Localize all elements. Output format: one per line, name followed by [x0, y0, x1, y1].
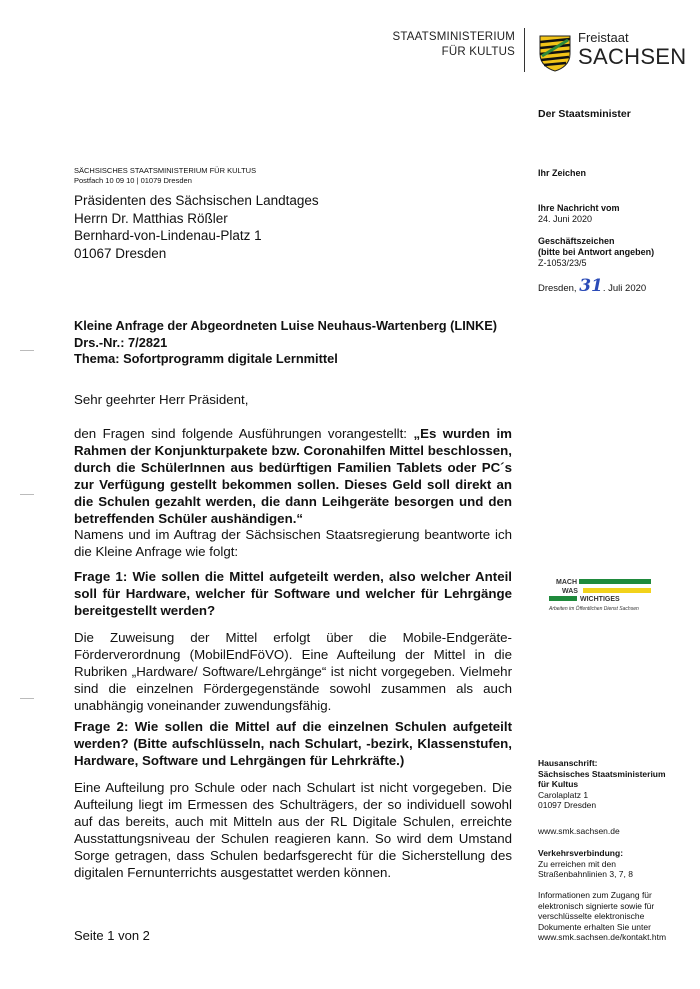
- header-divider: [524, 28, 525, 72]
- address-city: 01097 Dresden: [538, 800, 597, 810]
- address-label: Hausanschrift:: [538, 758, 598, 768]
- info-line: verschlüsselte elektronische: [538, 911, 645, 921]
- answer-2: Eine Aufteilung pro Schule oder nach Schulart ist nicht vorgegeben. Die Aufteilung liegt im Ermessen des Schulträgers, der so individuell sowohl auf das bereits, auch mit Mitteln aus der RL Digitale Schulen, erreichte Ausstattungsniveau der Schulen reagieren kann. So wird dem Umstand Sorge getragen, dass Schulen bedarfsgerecht für die Sicherstellung des digitalen Fernunterrichts ausgestattet werden können.: [74, 780, 512, 880]
- nachricht-value: 24. Juni 2020: [538, 214, 593, 224]
- minister-title: Der Staatsminister: [538, 108, 631, 120]
- sender-line: [74, 166, 314, 185]
- page-number: Seite 1 von 2: [74, 928, 150, 943]
- mww-green-bar: [579, 579, 651, 584]
- address-org-1: Sächsisches Staatsministerium: [538, 768, 666, 779]
- mww-line-3: WICHTIGES: [580, 596, 620, 603]
- ministry-line-2: FÜR KULTUS: [441, 46, 515, 58]
- question-1: Frage 1: Wie sollen die Mittel aufgeteilt werden, also welcher Anteil soll für Hardware, welcher für Software und welcher für Lehrgänge bereitgestellt werden?: [74, 569, 512, 618]
- address-street: Carolaplatz 1: [538, 789, 589, 800]
- gz-label-1: Geschäftszeichen: [538, 236, 615, 246]
- info-line: elektronisch signierte sowie für: [538, 900, 655, 911]
- contact-link[interactable]: www.smk.sachsen.de/kontakt.htm: [538, 932, 667, 942]
- date-day-handwritten: 31: [579, 276, 603, 296]
- subject-line: Kleine Anfrage der Abgeordneten Luise Neuhaus-Wartenberg (LINKE): [74, 318, 498, 333]
- nachricht-block: [538, 203, 688, 225]
- ministry-line-1: STAATSMINISTERIUM: [392, 31, 515, 43]
- subject-line: Drs.-Nr.: 7/2821: [74, 334, 168, 350]
- subject-line: Thema: Sofortprogramm digitale Lernmittel: [74, 351, 338, 366]
- gz-value: Z-1053/23/5: [538, 258, 587, 268]
- fold-mark: [20, 350, 34, 351]
- mww-line-2: WAS: [562, 588, 578, 595]
- transport-line-1: Zu erreichen mit den: [538, 858, 616, 869]
- recipient-line: 01067 Dresden: [74, 245, 167, 261]
- recipient-line: Herrn Dr. Matthias Rößler: [74, 210, 228, 226]
- date-suffix: . Juli 2020: [602, 283, 647, 294]
- electronic-info: [538, 890, 688, 943]
- recipient-line: Präsidenten des Sächsischen Landtages: [74, 193, 319, 208]
- state-name: SACHSEN: [578, 44, 687, 69]
- nachricht-label: Ihre Nachricht vom: [538, 203, 620, 213]
- intro-paragraph: [74, 425, 512, 527]
- transport-line-2: Straßenbahnlinien 3, 7, 8: [538, 869, 633, 879]
- date-line: [538, 276, 646, 296]
- question-2: Frage 2: Wie sollen die Mittel auf die einzelnen Schulen aufgeteilt werden? (Bitte aufschlüsseln, nach Schulart, -bezirk, Klassenstufen, Hardware, Software und Lehrgängen für Lehrkräfte.): [74, 719, 512, 768]
- mach-was-wichtiges-logo-icon: [546, 576, 656, 616]
- mww-green-bar-2: [549, 596, 577, 601]
- ministry-name: [380, 30, 515, 60]
- transport-block: [538, 848, 688, 880]
- mww-yellow-bar: [583, 588, 651, 593]
- state-label: Freistaat: [578, 30, 629, 45]
- subject-block: [74, 318, 524, 368]
- mww-tagline: Arbeiten im Öffentlichen Dienst Sachsen: [549, 606, 639, 612]
- fold-mark: [20, 494, 34, 495]
- answer-intro: Namens und im Auftrag der Sächsischen Staatsregierung beantworte ich die Kleine Anfrage wie folgt:: [74, 527, 512, 559]
- transport-label: Verkehrsverbindung:: [538, 848, 624, 858]
- sender-line-2: Postfach 10 09 10 | 01079 Dresden: [74, 175, 192, 185]
- sender-line-1: SÄCHSISCHES STAATSMINISTERIUM FÜR KULTUS: [74, 166, 257, 175]
- salutation: Sehr geehrter Herr Präsident,: [74, 392, 249, 407]
- address-org-2: für Kultus: [538, 779, 579, 789]
- date-prefix: Dresden,: [538, 283, 577, 294]
- postal-address: [538, 758, 688, 811]
- mww-line-1: MACH: [556, 579, 577, 586]
- gz-label-2: (bitte bei Antwort angeben): [538, 247, 655, 257]
- website-link[interactable]: www.smk.sachsen.de: [538, 826, 620, 836]
- fold-mark: [20, 698, 34, 699]
- intro-quote: „Es wurden im Rahmen der Konjunkturpakete bzw. Coronahilfen Mittel beschlossen, durch die SchülerInnen aus bedürftigen Familien Tablets oder PC´s zur Verfügung gestellt bekommen sollen. Dieses Geld soll direkt an die Schulen gezahlt werden, die dann Leihgeräte besorgen und den betreffenden Schüler aushändigen.“: [74, 426, 512, 526]
- saxony-crest-icon: [538, 34, 572, 72]
- ihr-zeichen-label: Ihr Zeichen: [538, 168, 587, 178]
- recipient-address: [74, 192, 374, 262]
- info-line: Informationen zum Zugang für: [538, 890, 652, 900]
- intro-plain: den Fragen sind folgende Ausführungen vorangestellt:: [74, 426, 414, 441]
- info-line: Dokumente erhalten Sie unter: [538, 921, 651, 932]
- geschaeftszeichen-block: [538, 236, 688, 269]
- recipient-line: Bernhard-von-Lindenau-Platz 1: [74, 228, 262, 243]
- answer-1: Die Zuweisung der Mittel erfolgt über die Mobile-Endgeräte-Förderverordnung (MobilEndFöVO). Eine Aufteilung der Mittel in die Rubriken „Hardware/ Software/Lehrgänge“ ist nicht vorgegeben. Vielmehr sind die einzelnen Fördergegenstände sowohl zusammen als auch unabhängig voneinander zuwendungsfähig.: [74, 630, 512, 713]
